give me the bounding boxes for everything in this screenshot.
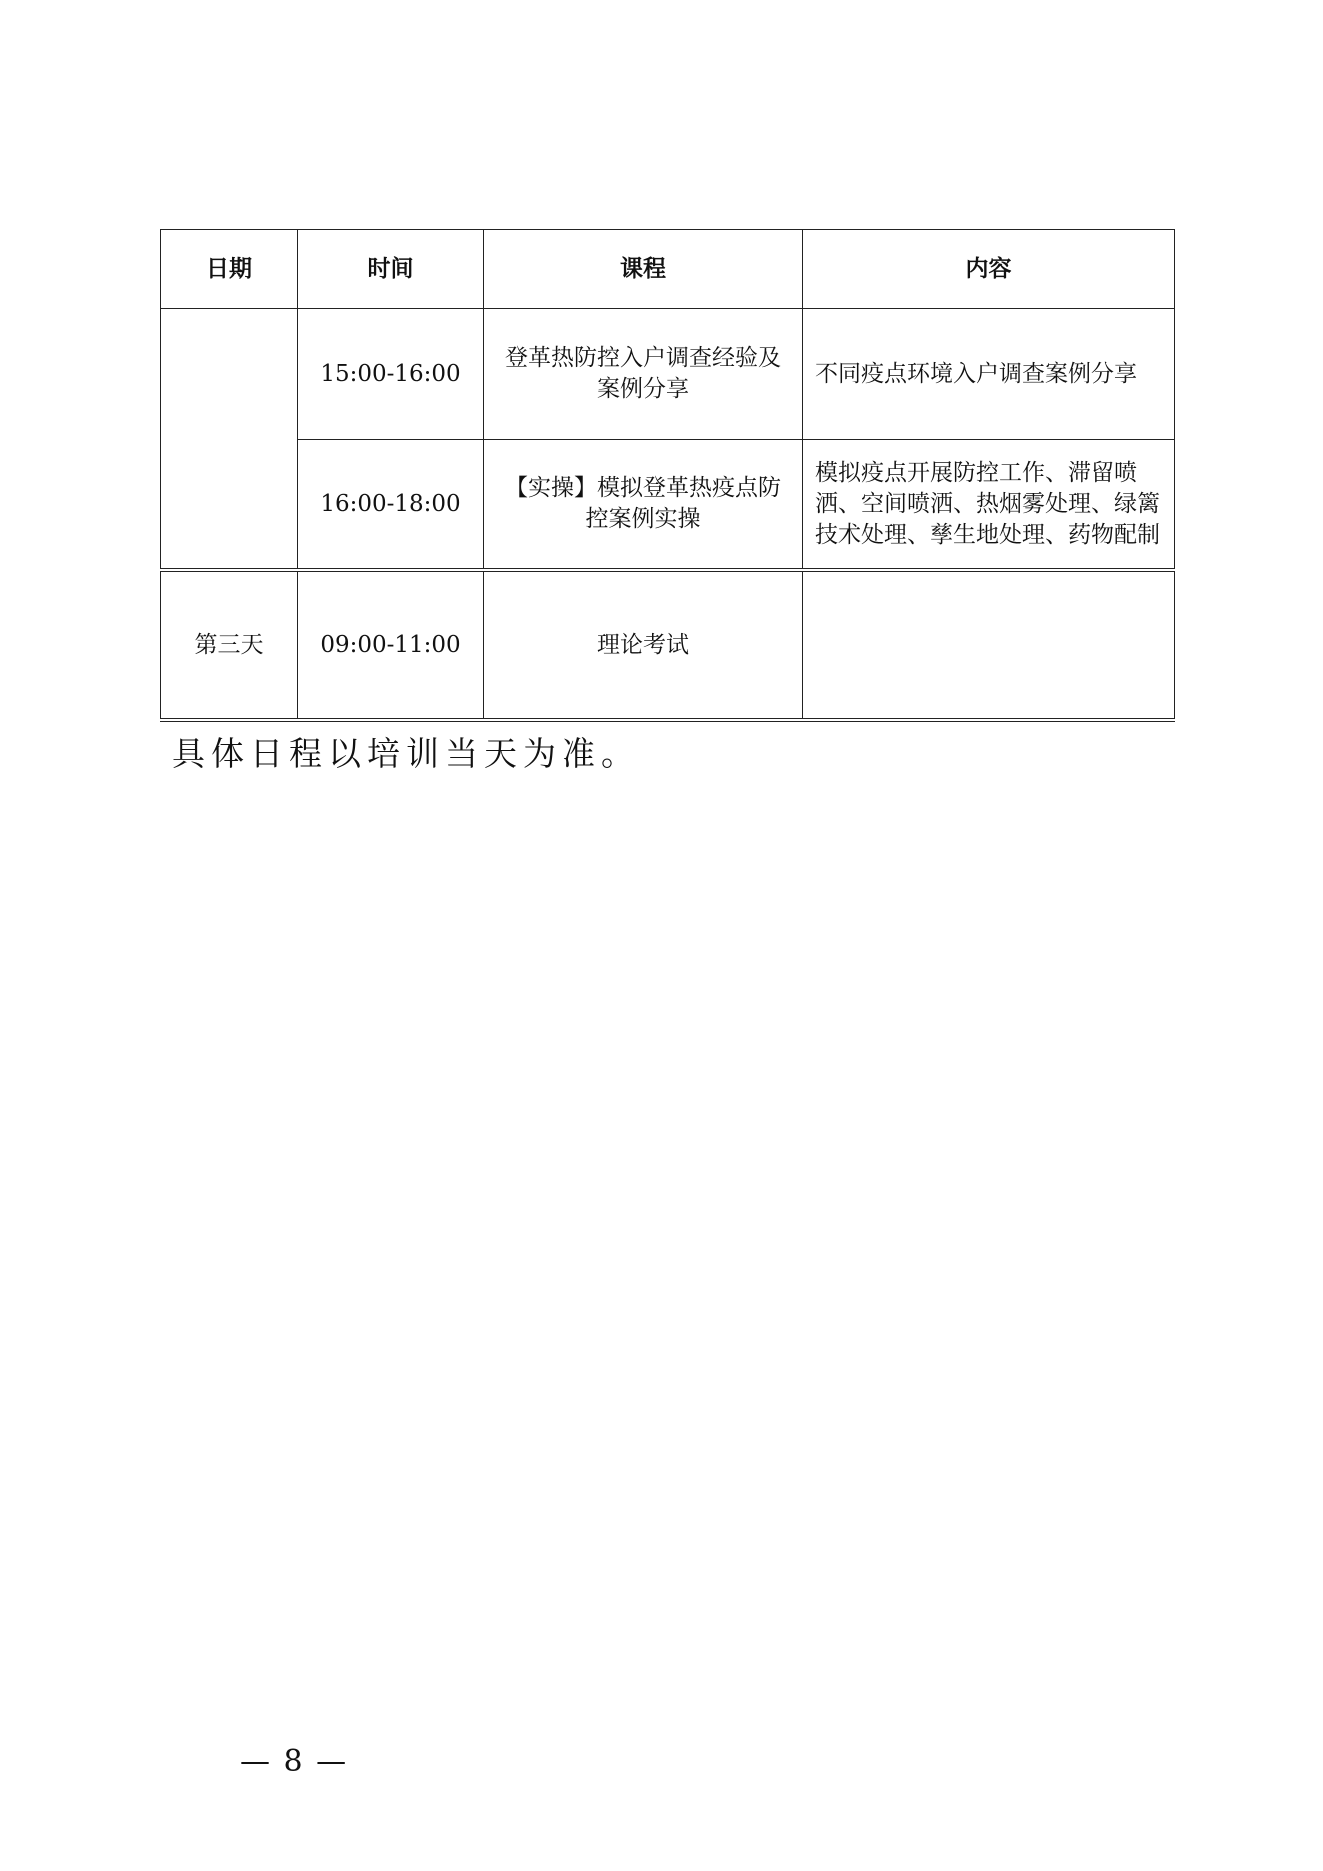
table-row — [161, 309, 1175, 440]
date-cell: 第三天 — [161, 570, 298, 720]
page-number: — 8 — — [240, 1744, 349, 1779]
header-content: 内容 — [803, 230, 1175, 309]
schedule-table — [160, 229, 1175, 722]
time-cell: 09:00-11:00 — [298, 570, 484, 720]
content-cell: 模拟疫点开展防控工作、滞留喷洒、空间喷洒、热烟雾处理、绿篱技术处理、孳生地处理、药物配制 — [803, 440, 1175, 571]
table-header-row — [161, 230, 1175, 309]
course-cell: 【实操】模拟登革热疫点防控案例实操 — [484, 440, 803, 571]
header-time: 时间 — [298, 230, 484, 309]
table-row — [161, 570, 1175, 720]
table-row — [161, 440, 1175, 571]
header-date: 日期 — [161, 230, 298, 309]
content-cell: 不同疫点环境入户调查案例分享 — [803, 309, 1175, 440]
time-cell: 16:00-18:00 — [298, 440, 484, 571]
schedule-note: 具体日程以培训当天为准。 — [172, 734, 640, 773]
content-cell — [803, 570, 1175, 720]
course-cell: 理论考试 — [484, 570, 803, 720]
date-cell — [161, 309, 298, 571]
header-course: 课程 — [484, 230, 803, 309]
course-cell: 登革热防控入户调查经验及案例分享 — [484, 309, 803, 440]
time-cell: 15:00-16:00 — [298, 309, 484, 440]
